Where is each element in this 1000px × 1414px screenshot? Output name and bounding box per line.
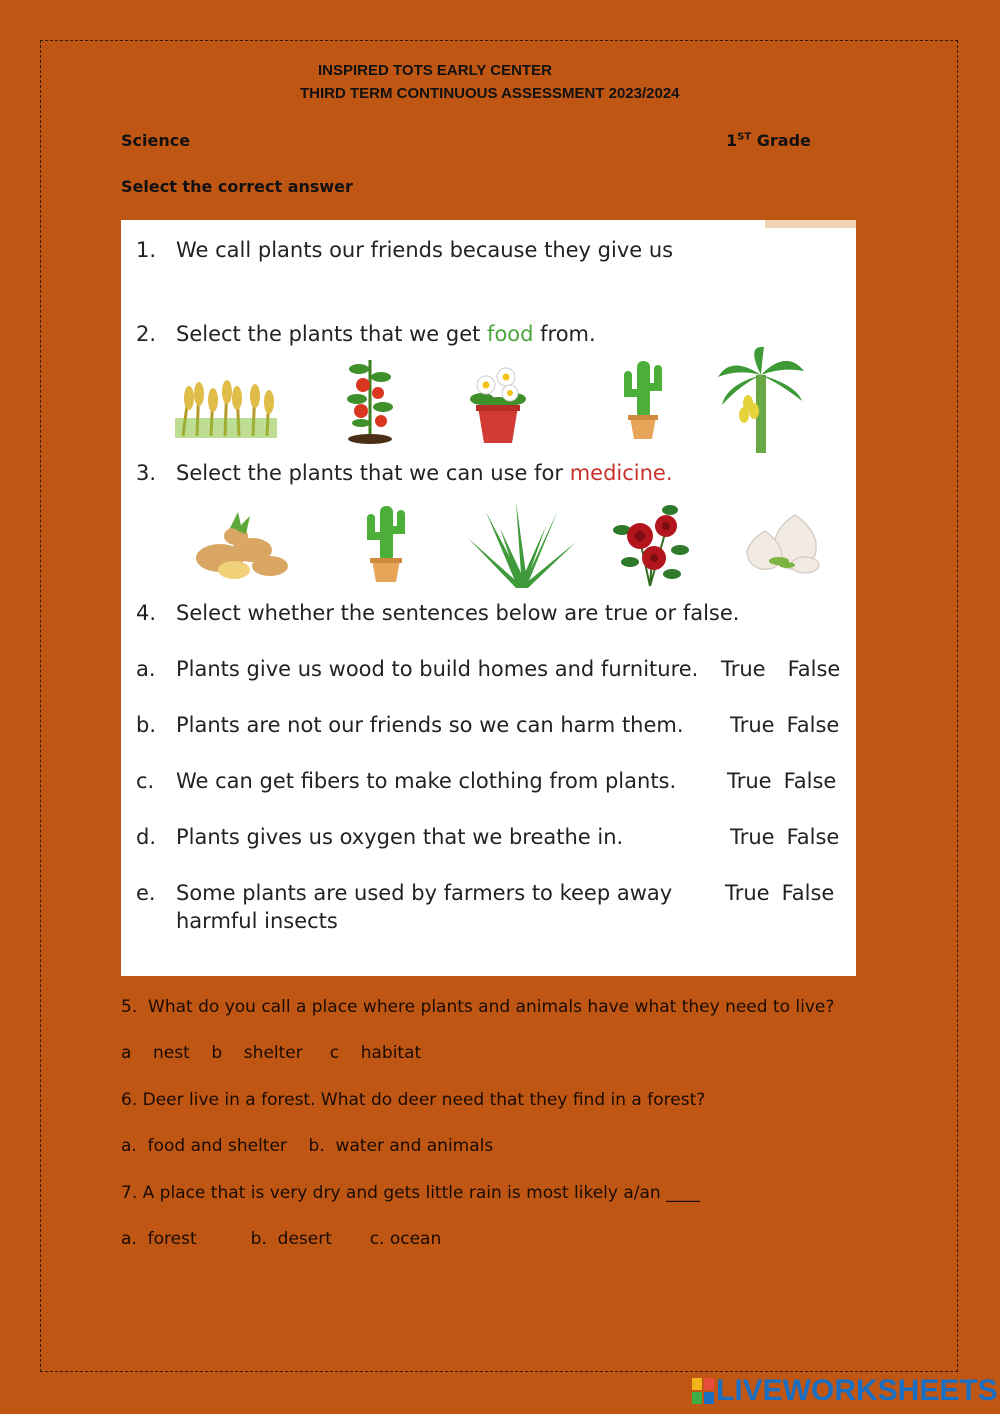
question-3: 3. Select the plants that we can use for medicine. — [136, 461, 673, 485]
aloe-vera-icon[interactable] — [466, 498, 578, 590]
true-option-d[interactable]: True — [730, 825, 775, 849]
rose-icon[interactable] — [610, 500, 692, 588]
garlic-icon[interactable] — [735, 505, 827, 575]
true-false-d — [716, 825, 839, 849]
true-option-a[interactable]: True — [721, 657, 766, 681]
statement-e-line2: harmful insects — [176, 909, 338, 933]
statement-d: d. Plants gives us oxygen that we breathe in. — [136, 825, 624, 849]
true-false-c — [713, 769, 836, 793]
true-false-e — [711, 881, 834, 905]
card-corner-decoration — [765, 220, 856, 228]
question-5-options[interactable]: a nest b shelter c habitat — [121, 1043, 422, 1063]
true-false-b — [716, 713, 839, 737]
false-option-e[interactable]: False — [781, 881, 835, 905]
banana-tree-icon[interactable] — [716, 345, 806, 455]
statement-b: b. Plants are not our friends so we can harm them. — [136, 713, 684, 737]
ginger-icon[interactable] — [190, 510, 294, 582]
true-option-b[interactable]: True — [730, 713, 775, 737]
true-option-c[interactable]: True — [727, 769, 772, 793]
false-option-c[interactable]: False — [783, 769, 837, 793]
flower-pot-icon[interactable] — [466, 363, 530, 445]
question-6: 6. Deer live in a forest. What do deer need that they find in a forest? — [121, 1090, 706, 1110]
logo-text: LIVEWORKSHEETS — [716, 1374, 998, 1407]
question-2: 2. Select the plants that we get food from. — [136, 322, 596, 346]
cactus-icon[interactable] — [618, 355, 668, 441]
false-option-d[interactable]: False — [786, 825, 840, 849]
assessment-title: THIRD TERM CONTINUOUS ASSESSMENT 2023/2024 — [300, 85, 680, 102]
statement-c: c. We can get fibers to make clothing from plants. — [136, 769, 677, 793]
statement-e: e. Some plants are used by farmers to keep away — [136, 881, 673, 905]
liveworksheets-logo — [690, 1374, 998, 1408]
cactus-icon-2[interactable] — [363, 500, 409, 584]
false-option-b[interactable]: False — [786, 713, 840, 737]
subject-label: Science — [121, 131, 191, 150]
question-7: 7. A place that is very dry and gets little rain is most likely a/an ____ — [121, 1183, 701, 1203]
question-7-options[interactable]: a. forest b. desert c. ocean — [121, 1229, 442, 1249]
false-option-a[interactable]: False — [787, 657, 841, 681]
question-5: 5. What do you call a place where plants and animals have what they need to live? — [121, 997, 835, 1017]
statement-a: a. Plants give us wood to build homes and furniture. — [136, 657, 699, 681]
instruction-text: Select the correct answer — [121, 177, 353, 196]
true-option-e[interactable]: True — [725, 881, 770, 905]
question-6-options[interactable]: a. food and shelter b. water and animals — [121, 1136, 494, 1156]
question-1: 1. We call plants our friends because they give us — [136, 238, 674, 262]
tomato-plant-icon[interactable] — [343, 355, 398, 445]
question-4: 4. Select whether the sentences below are true or false. — [136, 601, 740, 625]
true-false-a — [707, 657, 840, 681]
wheat-icon[interactable] — [175, 378, 277, 438]
school-name: INSPIRED TOTS EARLY CENTER — [318, 62, 552, 79]
logo-blocks-icon — [690, 1376, 716, 1406]
grade-label: 1ST Grade — [726, 131, 811, 150]
